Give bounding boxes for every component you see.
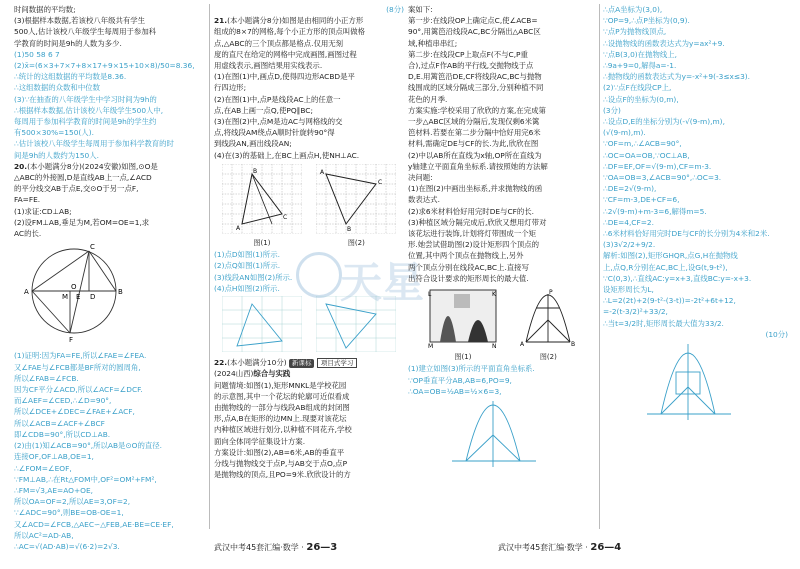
svg-text:P: P	[549, 289, 553, 297]
svg-text:B: B	[253, 167, 258, 175]
text-line: ∴点A坐标为(3,0),	[603, 5, 663, 14]
q22-score: (10分)	[765, 329, 788, 339]
text-line: ∵OA=OB=3,∠ACB=90°,∴OC=3.	[603, 173, 722, 183]
text-line: ∴OA=OB=½AB=½×6=3,	[408, 386, 502, 396]
q22-solution	[603, 4, 788, 329]
text-line: (2)x̄=(6×3+7×7+8×17+9×15+10×8)/50=8.36,	[14, 61, 195, 71]
text-line: 案如下:	[408, 5, 433, 14]
answer-grid-1	[222, 296, 302, 352]
text-line: FA=FE.	[14, 195, 41, 205]
text-line: 由抛物线的一部分与线段AB组成的封闭图	[214, 403, 350, 413]
footer-left: 武汉中考45套汇编·数学 · 26—3	[214, 542, 338, 553]
text-line: 花色的月季.	[408, 94, 448, 104]
text-line: =-2(t-3/2)²+33/2,	[603, 307, 668, 317]
text-line: ∴这组数据的众数和中位数	[14, 83, 101, 93]
text-line: (1)在图(1)中,画点D,使得四边形ACBD是平	[214, 72, 355, 82]
text-line: ∵点P为抛物线顶点,	[603, 27, 667, 37]
text-line: 数表达式.	[408, 195, 440, 205]
text-line: (3)线段AN如图(2)所示.	[214, 272, 293, 282]
text-line: 有500×30%=150(人).	[14, 128, 94, 138]
text-line: (√(9-m),m).	[603, 128, 646, 138]
svg-text:C: C	[283, 213, 288, 221]
text-line: (2)中以AB所在直线为x轴,OP所在直线为	[408, 150, 542, 160]
text-line: 两个顶点分别在线段AC,BC上.直接写	[408, 262, 529, 272]
text-line: 第二步:在线段CP上取点F(不与C,P重	[408, 49, 528, 59]
grid-figure-2	[316, 164, 396, 234]
text-line: ∴设点D,E的坐标分别为(-√(9-m),m),	[603, 117, 725, 127]
text-line: ∵CF=m-3,DE+CF=6,	[603, 195, 680, 205]
text-line: (3)3√2/2+9/2.	[603, 240, 656, 250]
text-line: 设矩形周长为L,	[603, 285, 654, 295]
column-4	[603, 4, 788, 425]
svg-text:C: C	[378, 178, 383, 186]
text-line: ∴DE=4,CF=2.	[603, 217, 654, 227]
text-line: ∴设抛物线的函数表达式为y=ax²+9.	[603, 38, 725, 48]
svg-text:B: B	[118, 288, 123, 297]
text-line: (3)在图(2)中,点M是边AC与网格线的交	[214, 117, 343, 127]
footer-right: 武汉中考45套汇编·数学 · 26—4	[498, 542, 622, 553]
text-line: ∵OF=m,∴∠ACB=90°,	[603, 139, 682, 149]
text-line: (1)证明:因为FA=FE,所以∠FAE=∠FEA.	[14, 351, 147, 361]
text-line: 所以∠DCE+∠DEC=∠FAE+∠ACF,	[14, 407, 135, 417]
column-1	[14, 4, 208, 552]
text-line: 点,将线段AM绕点A顺时针旋转90°得	[214, 128, 335, 138]
text-line: 位置,其中两个顶点在抛物线上,另外	[408, 251, 524, 261]
grid-figure-1	[222, 164, 302, 234]
svg-text:L: L	[428, 291, 432, 299]
question-22: 22.(本小题满分10分) 新课标 项目式学习 (2024山西)综合与实践 问题情境:如图(1),矩形MNKL是学校花园 的示意图,其中一个花坛的轮廓可近似看成 由抛物线的一部分与线段AB组成的封闭图 形,点A,B在矩形的边MN上.现要对该花坛 内种植区域进行划分,以种植不同花卉,学校 面向全体同学征集设计方案. 方案设计:如图(2),AB=6米,AB的垂直平 分线与抛物线交于点P,与AB交于点O,点P 是抛物线的顶点,且PO=9米.欣欣设计的方	[214, 357, 404, 480]
svg-text:D: D	[90, 293, 96, 302]
text-line: 合),过点F作AB的平行线,交抛物线于点	[408, 61, 534, 71]
svg-text:A: A	[236, 224, 241, 232]
text-line: ∵FM⊥AB,∴在Rt△FOM中,OF²=OM²+FM²,	[14, 474, 157, 484]
text-line: 材料,需确定DE与CF的长.为此,欣欣在图	[408, 139, 539, 149]
text-line: 所以∠ACB=∠ACF+∠BCF	[14, 418, 105, 428]
text-line: (1)在图(2)中画出坐标系,并求抛物线的函	[408, 184, 543, 194]
text-line: ∴∠FOM=∠EOF,	[14, 463, 72, 473]
text-line: (3)∵在抽查的八年级学生中学习时间为9h的	[14, 94, 157, 104]
text-line: 形,点A,B在矩形的边MN上.现要对该花坛	[214, 414, 347, 424]
text-line: AC的长.	[14, 229, 42, 239]
text-line: ∴DF=EF,OF=√(9-m),CF=m-3.	[603, 161, 712, 171]
answer-parabola-figure-4	[643, 342, 733, 422]
text-line: 所以AC²=AD·AB,	[14, 530, 74, 540]
text-line: (4)在(3)的基础上,在BC上画点H,使NH⊥AC.	[214, 150, 360, 160]
text-line: ∴估计该校八年级学生每周用于参加科学教育的时	[14, 139, 174, 149]
q22-figures: L K M N 图(1) P A B 图(2)	[428, 288, 598, 363]
text-line: 内种植区域进行划分,以种植不同花卉,学校	[214, 425, 352, 435]
text-line: ∵∠ADC=90°,则BE=OB-OE=1,	[14, 508, 124, 518]
text-line: 间是9h的人数约为150人.	[14, 150, 99, 160]
svg-text:A: A	[24, 288, 29, 297]
q19-continued	[14, 4, 208, 161]
column-divider	[599, 4, 600, 529]
text-line: 决问题:	[408, 173, 433, 183]
column-3	[408, 4, 598, 472]
text-line: ∵点B(3,0)在抛物线上,	[603, 49, 677, 59]
svg-text:A: A	[320, 168, 325, 176]
text-line: 连接OF,OF⊥AB,OE=1,	[14, 452, 94, 462]
text-line: 又∠FAE与∠FCB都是BF所对的圆周角,	[14, 362, 141, 372]
text-line: 方案设计:如图(2),AB=6米,AB的垂直平	[214, 447, 345, 457]
text-line: 用虚线表示,画图结果用实线表示.	[214, 61, 323, 71]
garden-figure-1	[428, 288, 498, 348]
svg-text:O: O	[71, 283, 77, 292]
text-line: 上,点Q,R分别在AC,BC上,设G(t,9-t²),	[603, 262, 728, 272]
column-2	[214, 4, 404, 481]
text-line: 出符合设计要求的矩形周长的最大值.	[408, 273, 529, 283]
text-line: 又∠ACD=∠FCB,△AEC∽△FEB,AE·BE=CE·EF,	[14, 519, 174, 529]
text-line: y轴建立平面直角坐标系.请按照她的方法解	[408, 161, 548, 171]
q20-score: (8分)	[386, 5, 404, 14]
text-line: (2)求6米材料恰好用完时DE与CF的长.	[408, 206, 534, 216]
text-line: 线围成的区域分隔成三部分,分别种植不同	[408, 83, 544, 93]
text-line: (2)设FM⊥AB,垂足为M,若OM=OE=1,求	[14, 217, 150, 227]
svg-text:B: B	[347, 225, 352, 233]
text-line: 面向全体同学征集设计方案.	[214, 436, 306, 446]
text-line: 一步△ABC区域的分隔后,发现仅剩6米篱	[408, 117, 540, 127]
svg-text:F: F	[69, 336, 74, 345]
text-line: ∴根据样本数据,估计该校八年级学生500人中,	[14, 105, 164, 115]
text-line: 而∠AEF=∠CED,∴∠D=90°,	[14, 396, 112, 406]
text-line: 分线与抛物线交于点P,与AB交于点O,点P	[214, 459, 348, 469]
text-line: 该花坛进行装饰,计划将灯带围成一个矩	[408, 229, 536, 239]
svg-text:A: A	[520, 341, 525, 349]
text-line: (1)点D如图(1)所示.	[214, 250, 280, 260]
text-line: (2)在图(1)中,点P是线段AC上的任意一	[214, 94, 341, 104]
svg-text:N: N	[492, 343, 497, 349]
svg-text:C: C	[90, 243, 95, 252]
text-line: ∴DE=2√(9-m),	[603, 184, 657, 194]
text-line: (1)50 58 6 7	[14, 49, 60, 59]
text-line: 到线段AN,画出线段AN;	[214, 139, 292, 149]
text-line: ∴设点F的坐标为(0,m),	[603, 94, 679, 104]
svg-text:M: M	[428, 343, 434, 349]
q21-answer-figures	[222, 296, 404, 355]
answer-grid-2	[316, 296, 396, 352]
text-line: 行四边形;	[214, 83, 247, 93]
parabola-figure-2	[518, 288, 578, 348]
text-line: 问题情境:如图(1),矩形MNKL是学校花园	[214, 380, 347, 390]
svg-text:M: M	[62, 293, 69, 302]
svg-text:K: K	[492, 291, 496, 299]
text-line: ∴L=2(2t)+2(9-t²-(3-t))=-2t²+6t+12,	[603, 296, 736, 306]
text-line: 即∠CDB=90°,所以CD⊥AB.	[14, 429, 111, 439]
text-line: (3)根据样本数据,若该校八年级共有学生	[14, 16, 146, 26]
text-line: (3分)	[603, 105, 621, 115]
text-line: 因为CF平分∠ACD,所以∠ACF=∠DCF.	[14, 385, 143, 395]
text-line: 每周用于参加科学教育的时间是9h的学生约	[14, 117, 157, 127]
text-line: ∴FM=√3,AE=AO+OE,	[14, 485, 93, 495]
text-line: 的示意图,其中一个花坛的轮廓可近似看成	[214, 391, 350, 401]
text-line: 时间数据的平均数;	[14, 5, 76, 14]
text-line: ∴9a+9=0,解得a=-1.	[603, 61, 677, 71]
text-line: 解析:如图(2),矩形GHQR,点G,H在抛物线	[603, 251, 738, 261]
text-line: (2)∵点F在线段CP上,	[603, 83, 672, 93]
text-line: 学教育的时间是9h的人数为多少.	[14, 38, 122, 48]
text-line: (1)建立如图(3)所示的平面直角坐标系.	[408, 364, 535, 374]
column-divider	[209, 4, 210, 529]
text-line: ∵OP=9,∴点P坐标为(0,9).	[603, 16, 690, 26]
svg-text:B: B	[571, 341, 576, 349]
text-line: △ABC的外接圆,D是直线AB上一点,∠ACD	[14, 173, 152, 183]
q21-figures: A B C 图(1) A C B 图(2)	[222, 164, 404, 249]
question-21: 21.(本小题满分8分)如图是由相同的小正方形 组成的8×7的网格,每个小正方形的顶点叫做格 点,△ABC的三个顶点都是格点.仅用无刻 度的直尺在给定的网格中完成画图,画图过程 用虚线表示,画图结果用实线表示. (1)在图(1)中,画点D,使得四边形ACBD是平 行四边形; (2)在图(1)中,点P是线段AC上的任意一 点,在AB上画一点Q,使PQ∥BC; (3)在图(2)中,点M是边AC与网格线的交 点,将线段AM绕点A顺时针旋转90°得 到线段AN,画出线段AN; (4)在(3)的基础上,在BC上画点H,使NH⊥AC. A B C 图(1) A C B 图(2) (1)点D如图(1)所示. (2)点Q如图(1)所示. (3)线段AN如图(2)所示. (4)点H如图(2)所示.	[214, 15, 404, 355]
text-line: ∴6米材料恰好用完时DE与CF的长分别为4米和2米.	[603, 229, 770, 239]
text-line: 组成的8×7的网格,每个小正方形的顶点叫做格	[214, 27, 365, 37]
text-line: (2)点Q如图(1)所示.	[214, 261, 281, 271]
text-line: ∴OC=OA=OB,∵OC⊥AB,	[603, 150, 690, 160]
text-line: ∴AC=√(AD·AB)=√(6·2)=2√3.	[14, 541, 120, 551]
text-line: D,E.用篱笆沿DE,CF将线段AC,BC与抛物	[408, 72, 542, 82]
text-line: 500人,估计该校八年级学生每周用于参加科	[14, 27, 157, 37]
text-line: 方案实施:学校采用了欣欣的方案,在完成第	[408, 105, 546, 115]
answer-parabola-figure-3	[448, 399, 538, 469]
text-line: 的平分线交AB于点E,交⊙O于另一点F,	[14, 184, 139, 194]
text-line: 域,种植串串红;	[408, 38, 458, 48]
svg-text:E: E	[76, 293, 81, 302]
text-line: 度的直尺在给定的网格中完成画图,画图过程	[214, 49, 357, 59]
text-line: 是抛物线的顶点,且PO=9米.欣欣设计的方	[214, 470, 351, 480]
figure-circle-abc	[14, 241, 134, 345]
text-line: 所以∠FAB=∠FCB.	[14, 373, 79, 383]
text-line: ∴当t=3/2时,矩形周长最大值为33/2.	[603, 318, 724, 328]
text-line: ∵OP垂直平分AB,AB=6,PO=9,	[408, 375, 512, 385]
text-line: (1)求证:CD⊥AB;	[14, 206, 72, 216]
text-line: (2)由(1)知∠ACB=90°,所以AB是⊙O的直径.	[14, 441, 162, 451]
text-line: 90°,用篱笆沿线段AC,BC分隔出△ABC区	[408, 27, 541, 37]
text-line: 第一步:在线段OP上确定点C,使∠ACB=	[408, 16, 538, 26]
question-20: 20.(本小题满分8分)(2024安徽)如图,⊙O是 △ABC的外接圆,D是直线AB上一点,∠ACD 的平分线交AB于点E,交⊙O于另一点F, FA=FE. (1)求证:CD⊥AB; (2)设FM⊥AB,垂足为M,若OM=OE=1,求 AC的长. A B C D E M O F (1)证明:因为FA=FE,所以∠FAE=∠FEA. 又∠FAE与∠FCB都是BF所对的圆周角, 所以∠FAB=∠FCB. 因为CF平分∠ACD,所以∠ACF=∠DCF. 而∠AEF=∠CED,∴∠D=90°, 所以∠DCE+∠DEC=∠FAE+∠ACF, 所以∠ACB=∠ACF+∠BCF 即∠CDB=90°,所以CD⊥AB. (2)由(1)知∠ACB=90°,所以AB是⊙O的直径. 连接OF,OF⊥AB,OE=1, ∴∠FOM=∠EOF, ∵FM⊥AB,∴在Rt△FOM中,OF²=OM²+FM², ∴FM=√3,AE=AO+OE, 所以OA=OF=2,所以AE=3,OF=2, ∵∠ADC=90°,则BE=OB-OE=1, 又∠ACD=∠FCB,△AEC∽△FEB,AE·BE=CE·EF, 所以AC²=AD·AB, ∴AC=√(AD·AB)=√(6·2)=2√3.	[14, 161, 208, 552]
text-line: ∵C(0,3),∴直线AC:y=x+3,直线BC:y=-x+3.	[603, 273, 752, 283]
text-line: ∴2√(9-m)+m-3=6,解得m=5.	[603, 206, 707, 216]
text-line: (4)点H如图(2)所示.	[214, 283, 280, 293]
text-line: 点,△ABC的三个顶点都是格点.仅用无刻	[214, 38, 344, 48]
watermark-text: 天星	[340, 258, 425, 307]
q22-continued	[408, 4, 598, 284]
text-line: 点,在AB上画一点Q,使PQ∥BC;	[214, 105, 313, 115]
text-line: (3)种植区域分隔完成后,欣欣又想用灯带对	[408, 217, 547, 227]
text-line: 所以OA=OF=2,所以AE=3,OF=2,	[14, 497, 131, 507]
text-line: 形.她尝试借助图(2)设计矩形四个顶点的	[408, 240, 540, 250]
text-line: 笆材料.若要在第二步分隔中恰好用完6米	[408, 128, 541, 138]
text-line: ∴统计的这组数据的平均数是8.36.	[14, 72, 127, 82]
text-line: ∴抛物线的函数表达式为y=-x²+9(-3≤x≤3).	[603, 72, 751, 82]
